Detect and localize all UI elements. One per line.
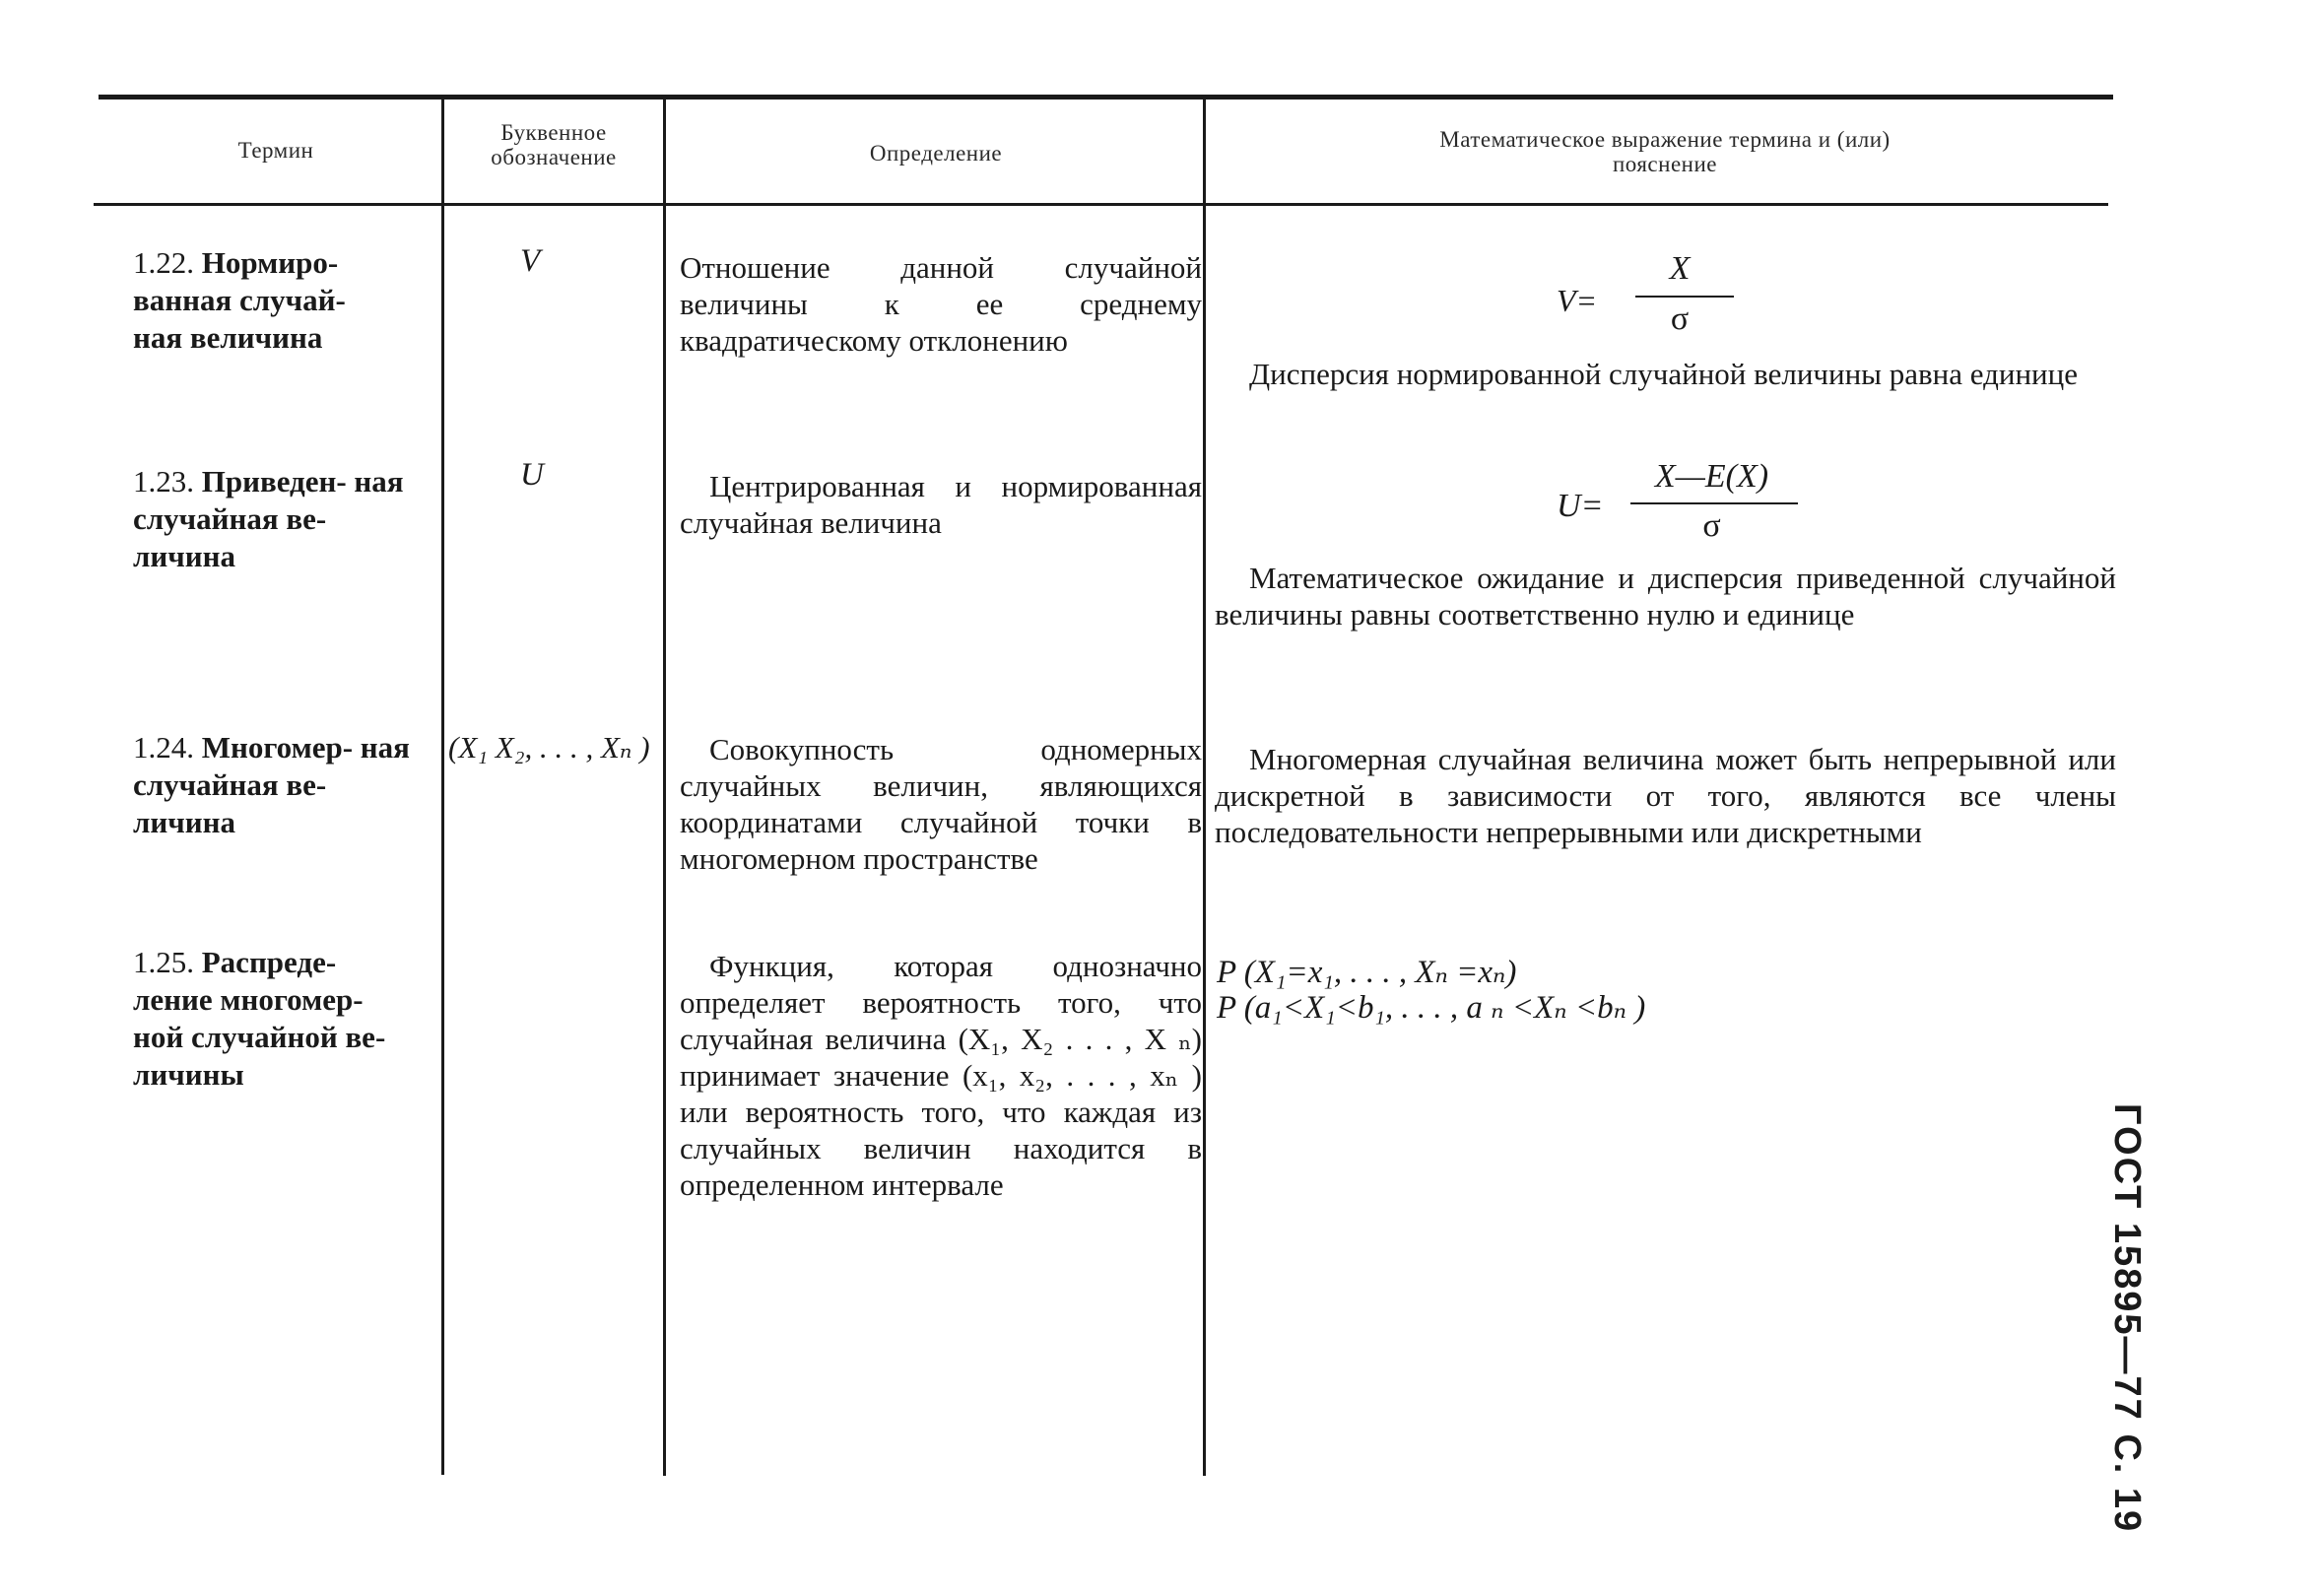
formula-1-22-denominator: σ (1670, 300, 1690, 337)
explanation-1-22: Дисперсия нормированной случайной величины равна единице (1249, 357, 2078, 391)
term-1-23 (118, 463, 414, 575)
top-rule (99, 95, 2113, 100)
term-text: Приведен- ная случайная ве- личина (133, 464, 404, 573)
formula-1-22-lhs: V= (1557, 283, 1598, 318)
symbol-1-22: V (520, 243, 541, 279)
definition-1-24: Совокупность одномерных случайных величин, являющихся координатами случайной точки в многомерном пространстве (680, 732, 1202, 876)
fraction-line (1630, 502, 1798, 504)
definition-1-22: Отношение данной случайной величины к ее среднему квадратическому отклонению (680, 250, 1202, 358)
definition-1-23: Центрированная и нормированная случайная величина (680, 469, 1202, 540)
header-symbol: Буквенное обозначение (491, 120, 617, 169)
term-text: Нормиро- ванная случай- ная величина (133, 245, 346, 355)
term-number: 1.25. (133, 945, 194, 979)
explanation-1-23: Математическое ожидание и дисперсия приведенной случайной величины равны соответственно нулю и единице (1215, 561, 2116, 632)
formula-1-23-numerator: X—E(X) (1654, 458, 1769, 495)
side-label: ГОСТ 15895—77 С. 19 (2106, 1103, 2148, 1534)
term-1-22 (118, 244, 394, 357)
term-text: Распреде- ление многомер- ной случайной ве- личины (133, 945, 386, 1092)
term-number: 1.23. (133, 464, 194, 499)
definition-1-25: Функция, которая однозначно определяет вероятность того, что случайная величина (X₁, X₂ . . . , X ₙ) принимает значение (x₁, x₂, . . . , xₙ ) или вероятность того, что каждая из случайных величин находится в определенном интервале (680, 949, 1202, 1202)
term-number: 1.24. (133, 730, 194, 765)
col-separator-3 (1203, 99, 1206, 1476)
header-rule (94, 203, 2108, 206)
formula-1-23-denominator: σ (1702, 507, 1721, 544)
probability-1-25-line-2: P (a₁<X₁<b₁, . . . , a ₙ <Xₙ <bₙ ) (1217, 990, 1646, 1026)
term-1-25 (118, 944, 414, 1094)
col-separator-2 (663, 99, 666, 1476)
symbol-1-23: U (520, 457, 544, 493)
header-term: Термин (237, 138, 314, 163)
fraction-line (1635, 296, 1734, 298)
header-math: Математическое выражение термина и (или) пояснение (1439, 127, 1891, 176)
header-definition: Определение (869, 141, 1003, 166)
explanation-1-24: Многомерная случайная величина может быть непрерывной или дискретной в зависимости от того, являются все члены последовательности непрерывными или дискретными (1215, 742, 2116, 849)
formula-1-22-numerator: X (1669, 250, 1691, 287)
probability-1-25-line-1: P (X₁=x₁, . . . , Xₙ =xₙ) (1217, 955, 1517, 990)
term-1-24 (118, 729, 414, 841)
col-separator-1 (441, 96, 444, 1475)
term-text: Многомер- ная случайная ве- личина (133, 730, 410, 839)
formula-1-23-lhs: U= (1557, 488, 1604, 524)
symbol-1-24: (X₁ X₂, . . . , Xₙ ) (448, 730, 650, 765)
term-number: 1.22. (133, 245, 194, 280)
